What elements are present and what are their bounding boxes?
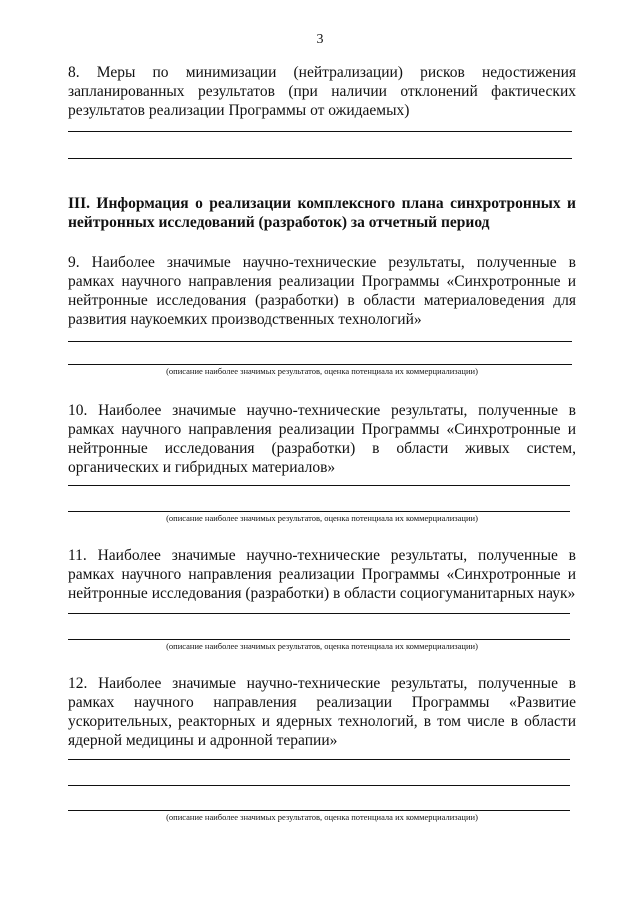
item-12-line-3 <box>68 810 570 811</box>
item-9-caption: (описание наиболее значимых результатов, оценка потенциала их коммерциализации) <box>166 366 478 376</box>
item-8-line-2 <box>68 158 572 159</box>
item-10-caption: (описание наиболее значимых результатов, оценка потенциала их коммерциализации) <box>166 513 478 523</box>
item-11-line-2 <box>68 639 570 640</box>
item-11-line-1 <box>68 613 570 614</box>
item-12-text: 12. Наиболее значимые научно-технические результаты, полученные в рамках научного направления реализации Программы «Развитие ускорительных, реакторных и ядерных технологий, в том числе в области ядерной медицины и адронной терапии» <box>68 675 576 749</box>
item-9-text: 9. Наиболее значимые научно-технические результаты, полученные в рамках научного направления реализации Программы «Синхротронные и нейтронные исследования (разработки) в области материаловедения для развития наукоемких производственных технологий» <box>68 254 576 328</box>
item-8-text: 8. Меры по минимизации (нейтрализации) рисков недостижения запланированных результатов (при наличии отклонений фактических результатов реализации Программы от ожидаемых) <box>68 64 576 119</box>
item-12-caption: (описание наиболее значимых результатов, оценка потенциала их коммерциализации) <box>166 812 478 822</box>
section-3-heading: III. Информация о реализации комплексного плана синхротронных и нейтронных исследований (разработок) за отчетный период <box>68 195 576 231</box>
page-number: 3 <box>316 32 324 47</box>
item-10-line-2 <box>68 511 570 512</box>
item-11-caption: (описание наиболее значимых результатов, оценка потенциала их коммерциализации) <box>166 641 478 651</box>
item-9-line-1 <box>68 341 572 342</box>
item-10-line-1 <box>68 485 570 486</box>
item-12-line-1 <box>68 759 570 760</box>
item-11-text: 11. Наиболее значимые научно-технические результаты, полученные в рамках научного направления реализации Программы «Синхротронные и нейтронные исследования (разработки) в области социогуманитарных наук» <box>68 547 576 602</box>
item-9-line-2 <box>68 364 572 365</box>
item-10-text: 10. Наиболее значимые научно-технические результаты, полученные в рамках научного направления реализации Программы «Синхротронные и нейтронные исследования (разработки) в области живых систем, органических и гибридных материалов» <box>68 402 576 476</box>
item-8-line-1 <box>68 131 572 132</box>
item-12-line-2 <box>68 785 570 786</box>
